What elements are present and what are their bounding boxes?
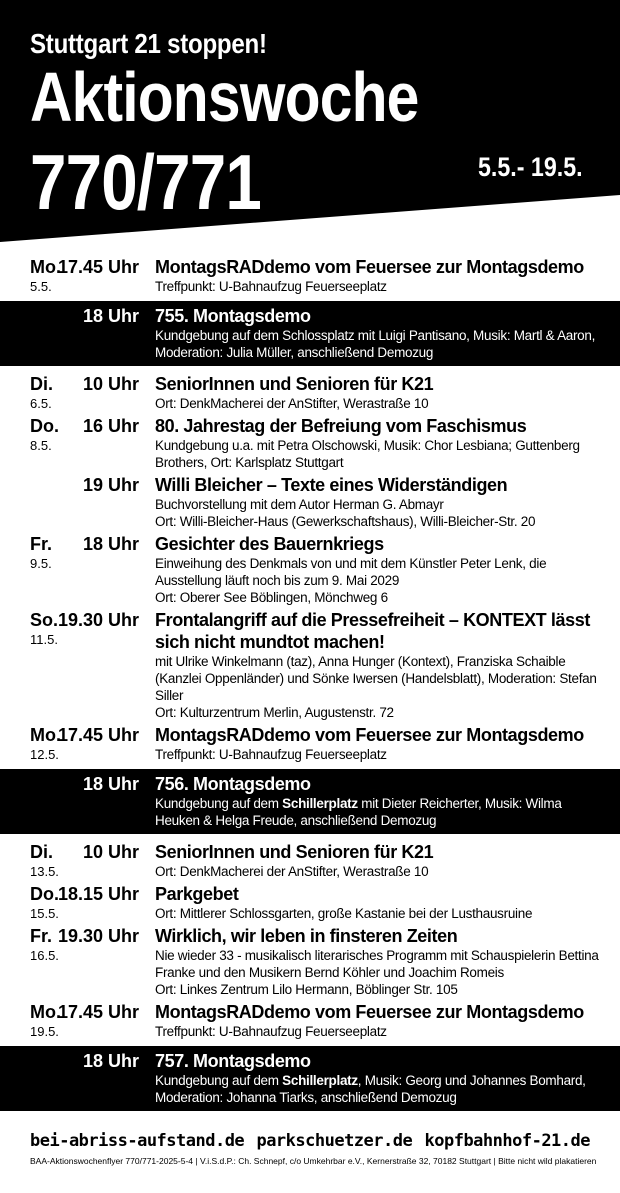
event-details <box>155 925 620 998</box>
event-date: 8.5. <box>30 438 52 453</box>
event-time: 18 Uhr <box>82 306 139 326</box>
event-details <box>155 883 620 922</box>
event-details <box>155 373 620 412</box>
event-day: Fr. <box>30 926 53 946</box>
event-date: 6.5. <box>30 396 52 411</box>
event-day: So. <box>30 610 59 630</box>
event-description-text: Kundgebung auf dem <box>155 1073 283 1088</box>
event-description: Ort: DenkMacherei der AnStifter, Werastraße 10 <box>155 396 429 411</box>
event-date: 15.5. <box>30 906 59 921</box>
event-day: Di. <box>30 842 54 862</box>
event-title: Frontalangriff auf die Pressefreiheit – KONTEXT lässt sich nicht mundtot machen! <box>155 610 590 652</box>
event-day: Mo. <box>30 1002 61 1022</box>
event-description: Kundgebung auf dem Schlossplatz mit Luigi Pantisano, Musik: Martl & Aaron, Moderation: Julia Müller, anschließend Demozug <box>155 328 596 360</box>
event-title: Willi Bleicher – Texte eines Widerständigen <box>155 475 508 495</box>
event-title: SeniorInnen und Senioren für K21 <box>155 842 434 862</box>
event-when <box>0 724 155 763</box>
event-date: 16.5. <box>30 948 59 963</box>
event-details <box>155 1001 620 1040</box>
event-when <box>0 415 155 471</box>
event-when <box>0 609 155 721</box>
event-row <box>0 841 620 883</box>
event-when <box>0 533 155 606</box>
event-details <box>155 1050 620 1106</box>
event-list <box>0 256 620 1118</box>
event-title: 757. Montagsdemo <box>155 1051 311 1071</box>
header-title: Aktionswoche <box>30 58 419 136</box>
event-location-emphasis: Schillerplatz <box>282 1073 358 1088</box>
event-day: Do. <box>30 884 59 904</box>
event-when <box>0 1001 155 1040</box>
event-time: 10 Uhr <box>82 374 139 394</box>
event-when <box>0 474 155 530</box>
event-day: Mo. <box>30 725 61 745</box>
event-description: Treffpunkt: U-Bahnaufzug Feuerseeplatz <box>155 1024 387 1039</box>
header-subtitle: Stuttgart 21 stoppen! <box>30 28 267 59</box>
event-details <box>155 724 620 763</box>
event-details <box>155 609 620 721</box>
event-description: Nie wieder 33 - musikalisch literarisches Programm mit Schauspielerin Bettina Franke und den Musikern Bernd Köhler und Joachim Romeis Ort: Linkes Zentrum Lilo Hermann, Böblinger Str. 105 <box>155 948 599 997</box>
event-time: 18 Uhr <box>82 774 139 794</box>
event-row <box>0 724 620 766</box>
event-row-highlight <box>0 769 620 834</box>
event-title: Gesichter des Bauernkriegs <box>155 534 384 554</box>
event-details <box>155 533 620 606</box>
header-number: 770/771 <box>30 138 261 226</box>
event-time: 19 Uhr <box>82 475 139 495</box>
event-time: 16 Uhr <box>82 416 139 436</box>
event-details <box>155 415 620 471</box>
event-row <box>0 1001 620 1043</box>
event-day: Di. <box>30 374 54 394</box>
event-when <box>0 305 155 361</box>
event-title: 80. Jahrestag der Befreiung vom Faschismus <box>155 416 527 436</box>
event-time: 17.45 Uhr <box>57 725 139 745</box>
event-row-highlight <box>0 301 620 366</box>
event-row-highlight <box>0 1046 620 1111</box>
event-time: 18 Uhr <box>82 1051 139 1071</box>
event-row <box>0 373 620 415</box>
event-description: Buchvorstellung mit dem Autor Herman G. Abmayr Ort: Willi-Bleicher-Haus (Gewerkschaftshaus), Willi-Bleicher-Str. 20 <box>155 497 536 529</box>
event-title: MontagsRADdemo vom Feuersee zur Montagsdemo <box>155 725 584 745</box>
event-time: 17.45 Uhr <box>57 257 139 277</box>
event-when <box>0 373 155 412</box>
event-time: 18 Uhr <box>82 534 139 554</box>
event-title: Parkgebet <box>155 884 239 904</box>
event-time: 18.15 Uhr <box>57 884 139 904</box>
event-row <box>0 415 620 474</box>
link-bei-abriss-aufstand[interactable]: bei-abriss-aufstand.de <box>30 1131 245 1151</box>
event-when <box>0 841 155 880</box>
event-row <box>0 883 620 925</box>
event-description-text: Kundgebung auf dem <box>155 796 283 811</box>
event-description: Ort: Mittlerer Schlossgarten, große Kastanie bei der Lusthausruine <box>155 906 533 921</box>
header <box>0 0 620 245</box>
link-kopfbahnhof-21[interactable]: kopfbahnhof-21.de <box>424 1131 590 1151</box>
event-title: 756. Montagsdemo <box>155 774 311 794</box>
event-when <box>0 256 155 295</box>
event-location-emphasis: Schillerplatz <box>282 796 358 811</box>
event-description: Kundgebung u.a. mit Petra Olschowski, Musik: Chor Lesbiana; Guttenberg Brothers, Ort: Karlsplatz Stuttgart <box>155 438 580 470</box>
event-title: 755. Montagsdemo <box>155 306 311 326</box>
event-details <box>155 305 620 361</box>
event-row <box>0 533 620 609</box>
event-row <box>0 474 620 533</box>
event-description-text: mit Dieter Reicherter, Musik: Wilma Heuken & Helga Freude, anschließend Demozug <box>155 796 562 828</box>
event-time: 19.30 Uhr <box>57 610 139 630</box>
event-description: Treffpunkt: U-Bahnaufzug Feuerseeplatz <box>155 747 387 762</box>
event-when <box>0 925 155 998</box>
event-description: Einweihung des Denkmals von und mit dem Künstler Peter Lenk, die Ausstellung läuft noch bis zum 9. Mai 2029 Ort: Oberer See Böblingen, Mönchweg 6 <box>155 556 547 605</box>
event-day: Fr. <box>30 534 53 554</box>
event-time: 19.30 Uhr <box>57 926 139 946</box>
link-parkschuetzer[interactable]: parkschuetzer.de <box>256 1131 413 1151</box>
event-row <box>0 925 620 1001</box>
event-description <box>155 795 606 829</box>
event-title: MontagsRADdemo vom Feuersee zur Montagsdemo <box>155 1002 584 1022</box>
event-when <box>0 773 155 829</box>
footer <box>0 1130 620 1193</box>
event-description-text: , Musik: Georg und Johannes Bomhard, Moderation: Johanna Tiarks, anschließend Demozug <box>155 1073 586 1105</box>
event-day: Do. <box>30 416 59 436</box>
event-date: 12.5. <box>30 747 59 762</box>
footer-links <box>30 1130 590 1152</box>
header-dates: 5.5.- 19.5. <box>478 152 583 182</box>
event-when <box>0 1050 155 1106</box>
event-details <box>155 841 620 880</box>
event-title: SeniorInnen und Senioren für K21 <box>155 374 434 394</box>
event-date: 5.5. <box>30 279 52 294</box>
event-details <box>155 773 620 829</box>
event-row <box>0 609 620 724</box>
event-date: 19.5. <box>30 1024 59 1039</box>
event-time: 17.45 Uhr <box>57 1002 139 1022</box>
event-date: 13.5. <box>30 864 59 879</box>
event-title: Wirklich, wir leben in finsteren Zeiten <box>155 926 458 946</box>
event-when <box>0 883 155 922</box>
event-details <box>155 474 620 530</box>
event-row <box>0 256 620 298</box>
event-description: mit Ulrike Winkelmann (taz), Anna Hunger (Kontext), Franziska Schaible (Kanzlei Oppenländer) und Sönke Iwersen (Handelsblatt), Moderation: Stefan Siller Ort: Kulturzentrum Merlin, Augustenstr. 72 <box>155 654 597 720</box>
event-day: Mo. <box>30 257 61 277</box>
event-description: Treffpunkt: U-Bahnaufzug Feuerseeplatz <box>155 279 387 294</box>
event-description: Ort: DenkMacherei der AnStifter, Werastraße 10 <box>155 864 429 879</box>
event-date: 9.5. <box>30 556 52 571</box>
event-date: 11.5. <box>30 632 58 647</box>
event-time: 10 Uhr <box>82 842 139 862</box>
event-description <box>155 1072 606 1106</box>
imprint: BAA-Aktionswochenflyer 770/771-2025-5-4 | V.i.S.d.P.: Ch. Schnepf, c/o Umkehrbar e.V., Kernerstraße 32, 70182 Stuttgart | Bitte nicht wild plakatieren <box>30 1156 597 1166</box>
event-title: MontagsRADdemo vom Feuersee zur Montagsdemo <box>155 257 584 277</box>
event-details <box>155 256 620 295</box>
